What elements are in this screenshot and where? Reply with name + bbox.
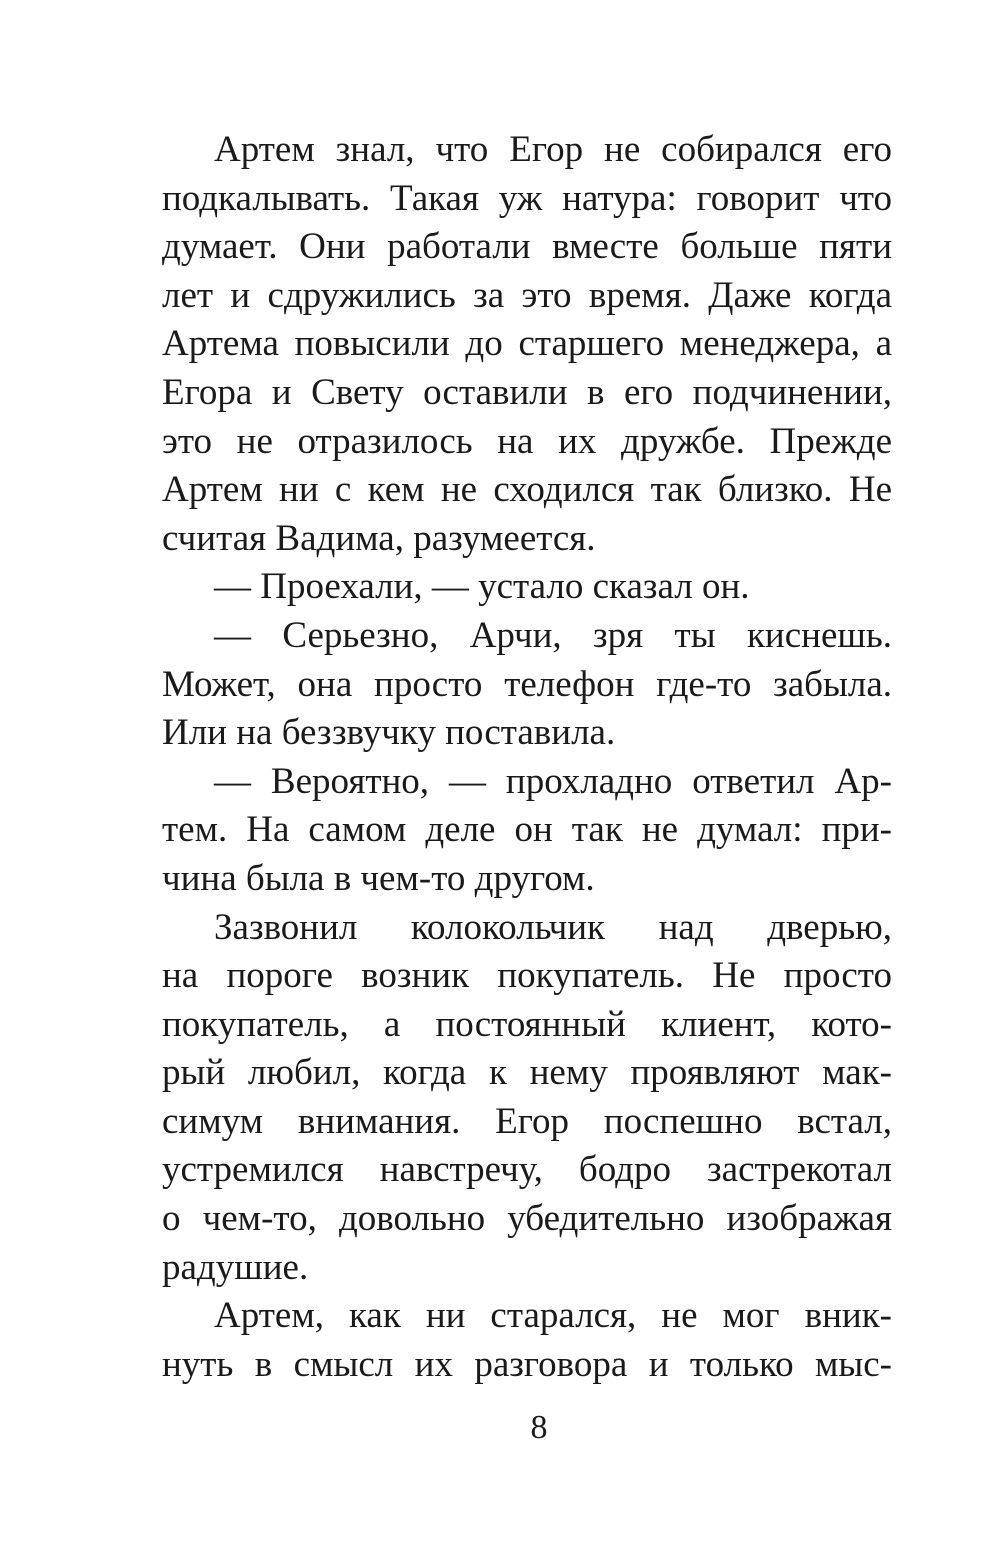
text-line: подкалывать. Такая уж натура: говорит что xyxy=(162,177,892,219)
text-line: — Серьезно, Арчи, зря ты киснешь. xyxy=(214,614,892,656)
text-line: чина была в чем-то другом. xyxy=(162,857,595,899)
text-line: Артем, как ни старался, не мог вник- xyxy=(214,1295,892,1337)
text-line: думает. Они работали вместе больше пяти xyxy=(162,226,892,268)
text-line: Артем знал, что Егор не собирался его xyxy=(214,129,892,170)
text-line: Егора и Свету оставили в его подчинении, xyxy=(162,371,892,413)
text-line: лет и сдружились за это время. Даже когда xyxy=(162,274,892,316)
text-line: Или на беззвучку поставила. xyxy=(162,712,616,754)
text-line: о чем-то, довольно убедительно изображая xyxy=(162,1198,892,1240)
text-line: Может, она просто телефон где-то забыла. xyxy=(162,663,892,705)
text-line: нуть в смысл их разговора и только мыс- xyxy=(162,1343,892,1385)
page-number: 8 xyxy=(530,1409,548,1446)
text-line: Артема повысили до старшего менеджера, а xyxy=(162,323,892,365)
text-line: — Проехали, — устало сказал он. xyxy=(214,566,750,608)
text-line: тем. На самом деле он так не думал: при- xyxy=(162,809,892,851)
text-line: радушие. xyxy=(162,1246,309,1288)
body-text xyxy=(162,126,892,1389)
text-line: покупатель, а постоянный клиент, кото- xyxy=(162,1003,892,1045)
text-line: симум внимания. Егор поспешно встал, xyxy=(162,1100,892,1142)
text-line: на пороге возник покупатель. Не просто xyxy=(162,955,892,997)
text-line: устремился навстречу, бодро застрекотал xyxy=(162,1149,892,1191)
text-line: — Вероятно, — прохладно ответил Ар- xyxy=(214,760,892,802)
text-line: Зазвонил колокольчик над дверью, xyxy=(214,906,892,948)
text-line: это не отразилось на их дружбе. Прежде xyxy=(162,420,892,462)
text-line: Артем ни с кем не сходился так близко. Не xyxy=(162,469,892,511)
text-line: считая Вадима, разумеется. xyxy=(162,517,596,559)
text-line: рый любил, когда к нему проявляют мак- xyxy=(162,1052,892,1094)
